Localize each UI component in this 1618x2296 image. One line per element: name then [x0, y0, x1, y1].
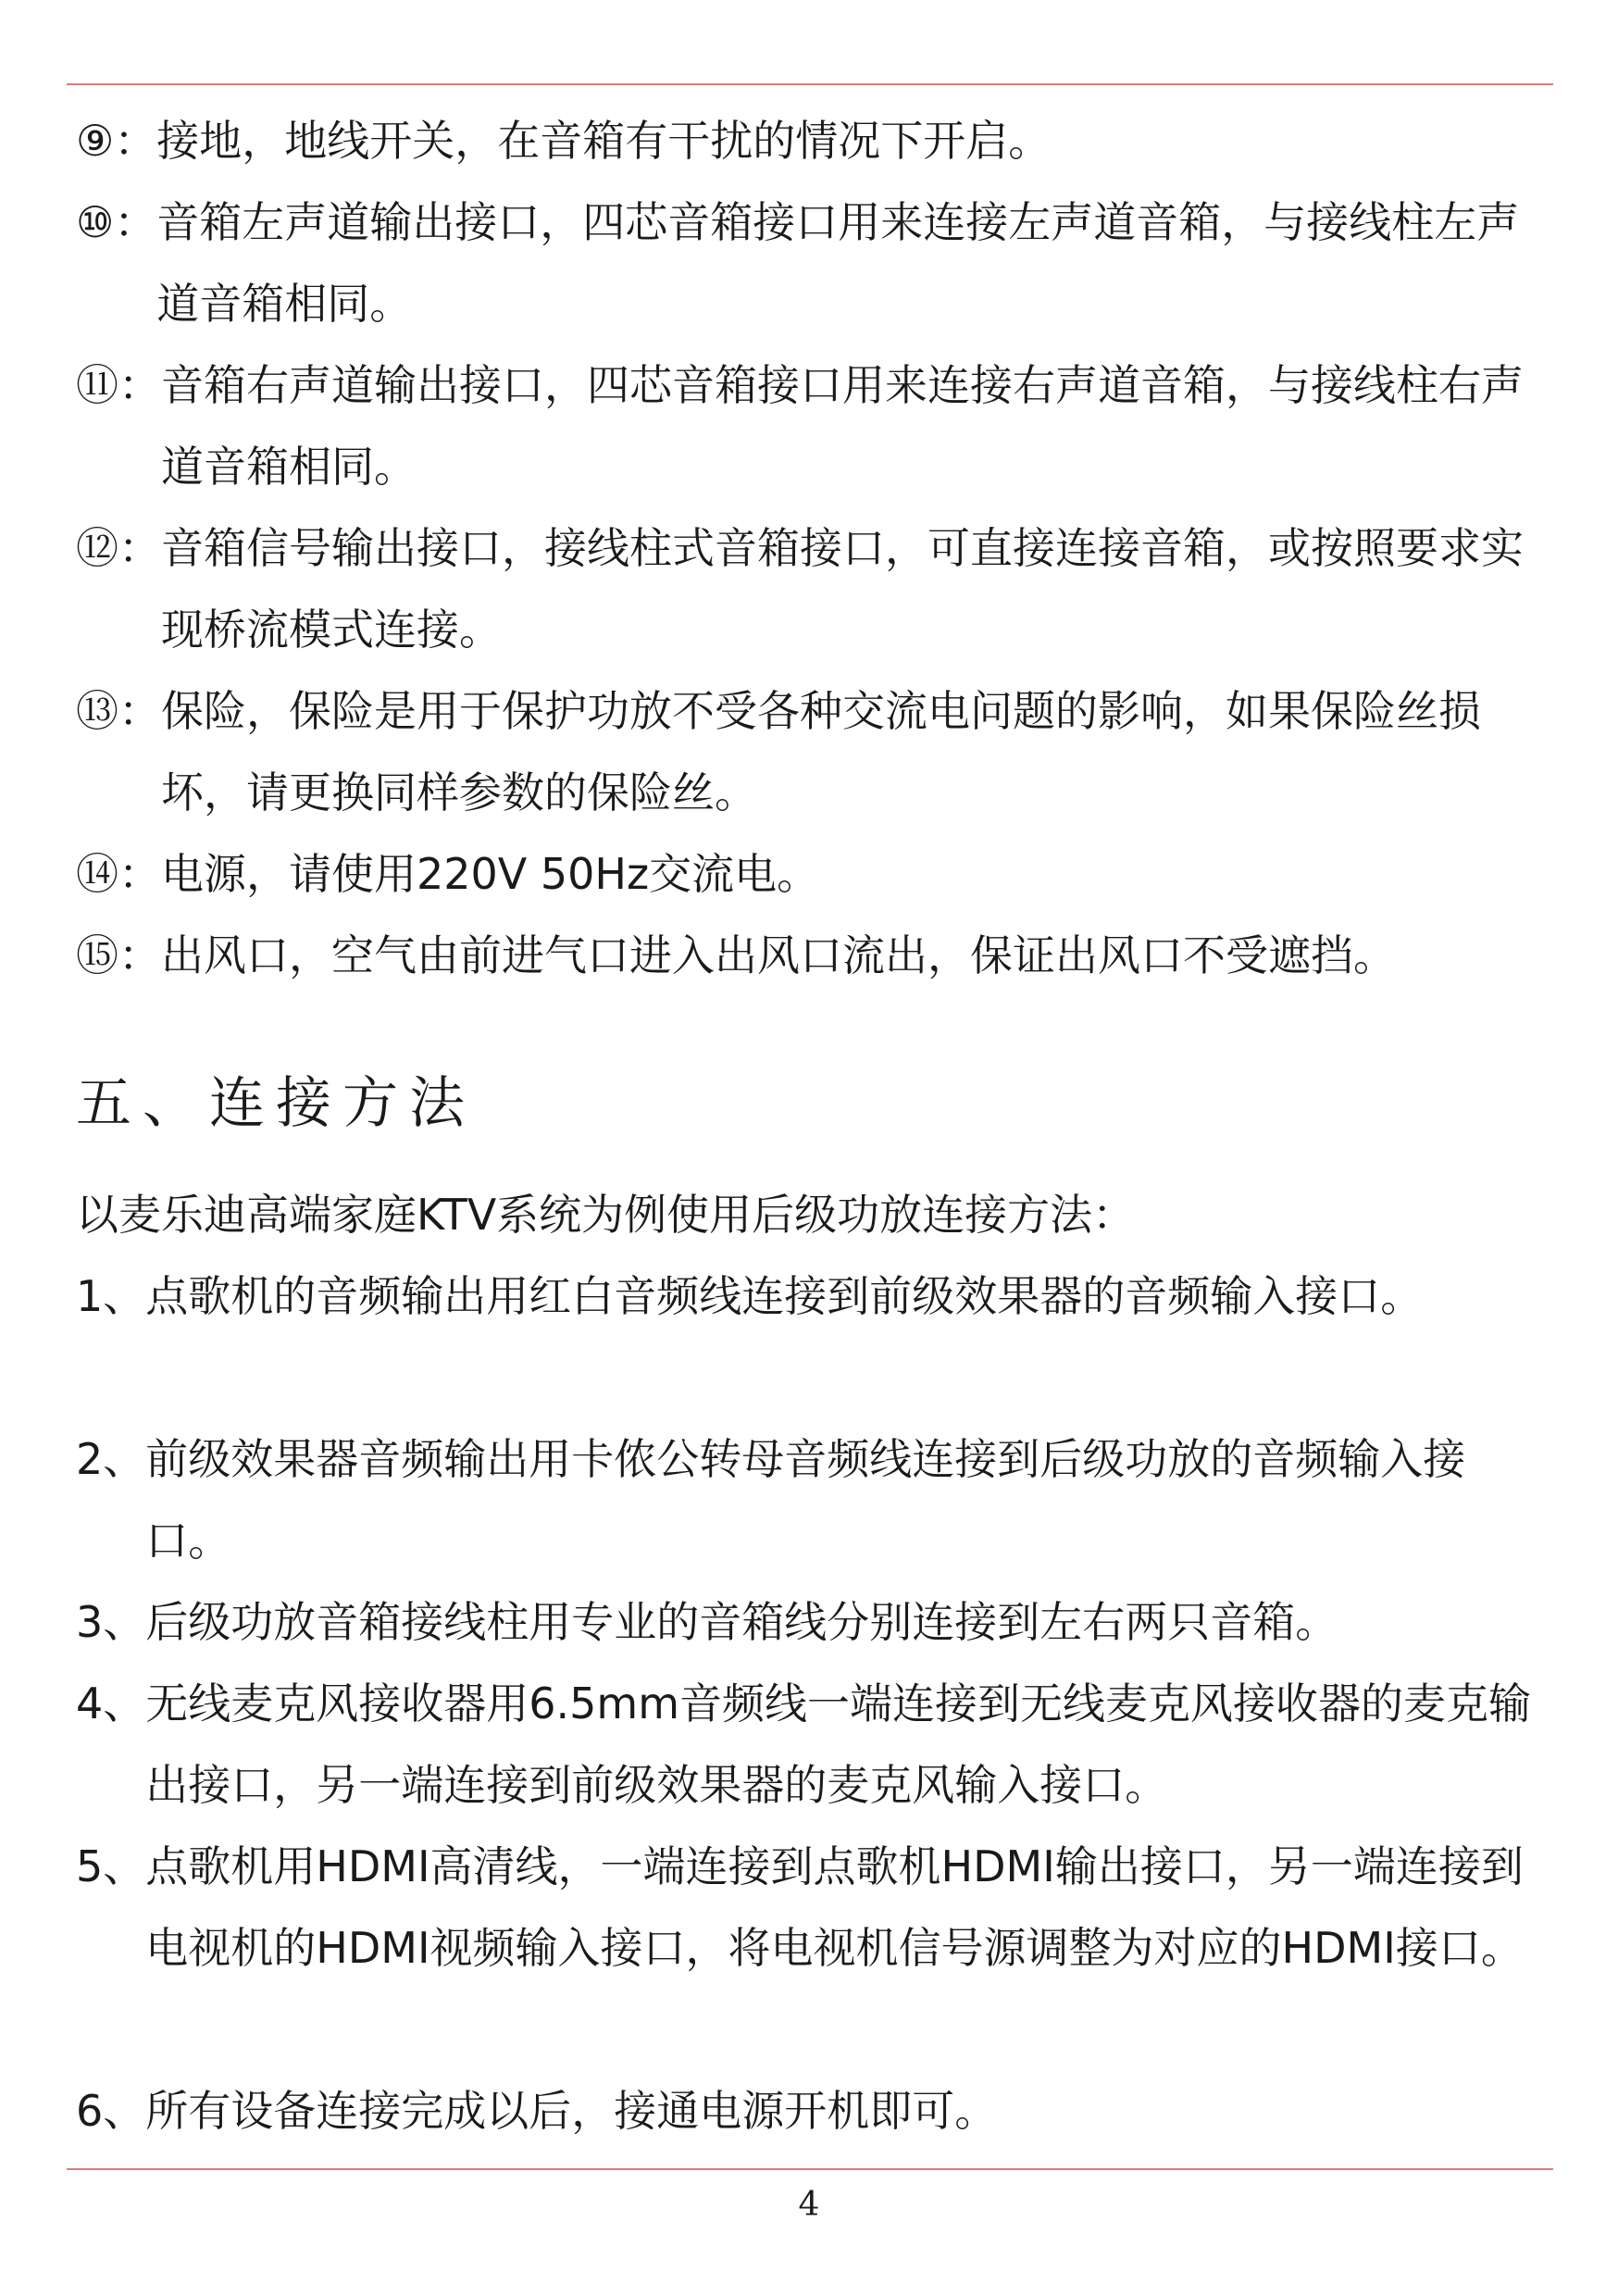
step-text: 无线麦克风接收器用6.5mm音频线一端连接到无线麦克风接收器的麦克输出接口，另一端连接到前级效果器的麦克风输入接口。 — [145, 1678, 1532, 1810]
item-marker: ⑮： — [76, 930, 161, 980]
step-marker: 5、 — [76, 1841, 146, 1891]
item-marker: ⑫： — [76, 523, 161, 573]
step-3 — [76, 1581, 1548, 1663]
item-marker: ⑭： — [76, 849, 161, 899]
header-rule — [67, 83, 1553, 85]
step-6 — [76, 2070, 1548, 2152]
step-2 — [76, 1418, 1548, 1581]
item-marker: ⑪： — [76, 360, 161, 410]
step-marker: 1、 — [76, 1271, 146, 1321]
item-marker: ⑬： — [76, 686, 161, 736]
item-11 — [76, 344, 1548, 507]
step-text: 点歌机的音频输出用红白音频线连接到前级效果器的音频输入接口。 — [145, 1271, 1424, 1321]
item-marker: ⑨： — [76, 116, 157, 166]
step-text: 所有设备连接完成以后，接通电源开机即可。 — [145, 2086, 998, 2136]
item-text: 音箱信号输出接口，接线柱式音箱接口，可直接连接音箱，或按照要求实现桥流模式连接。 — [161, 523, 1524, 655]
step-marker: 2、 — [76, 1434, 146, 1484]
step-marker: 6、 — [76, 2086, 146, 2136]
step-text: 后级功放音箱接线柱用专业的音箱线分别连接到左右两只音箱。 — [145, 1597, 1338, 1647]
step-4 — [76, 1663, 1548, 1826]
item-15 — [76, 915, 1548, 996]
item-text: 音箱左声道输出接口，四芯音箱接口用来连接左声道音箱，与接线柱左声道音箱相同。 — [156, 197, 1520, 329]
item-9 — [76, 100, 1548, 181]
step-text: 点歌机用HDMI高清线，一端连接到点歌机HDMI输出接口，另一端连接到电视机的HDMI视频输入接口，将电视机信号源调整为对应的HDMI接口。 — [145, 1841, 1524, 1973]
step-5 — [76, 1826, 1548, 1989]
item-14 — [76, 833, 1548, 915]
item-marker: ⑩： — [76, 197, 157, 247]
step-marker: 4、 — [76, 1678, 146, 1728]
item-text: 音箱右声道输出接口，四芯音箱接口用来连接右声道音箱，与接线柱右声道音箱相同。 — [161, 360, 1524, 492]
item-text: 接地，地线开关，在音箱有干扰的情况下开启。 — [156, 116, 1052, 166]
item-10 — [76, 181, 1548, 344]
page-number: 4 — [798, 2186, 820, 2224]
section-intro: 以麦乐迪高端家庭KTV系统为例使用后级功放连接方法： — [76, 1190, 1136, 1240]
step-text: 前级效果器音频输出用卡侬公转母音频线连接到后级功放的音频输入接口。 — [145, 1434, 1466, 1566]
step-1 — [76, 1255, 1548, 1337]
footer-rule — [67, 2168, 1553, 2170]
section-heading: 五、连接方法 — [76, 1071, 476, 1136]
item-text: 出风口，空气由前进气口进入出风口流出，保证出风口不受遮挡。 — [161, 930, 1396, 980]
item-12 — [76, 507, 1548, 670]
step-marker: 3、 — [76, 1597, 146, 1647]
item-13 — [76, 670, 1548, 833]
item-text: 保险，保险是用于保护功放不受各种交流电问题的影响，如果保险丝损坏，请更换同样参数的保险丝。 — [161, 686, 1481, 817]
item-text: 电源，请使用220V 50Hz交流电。 — [161, 849, 820, 899]
